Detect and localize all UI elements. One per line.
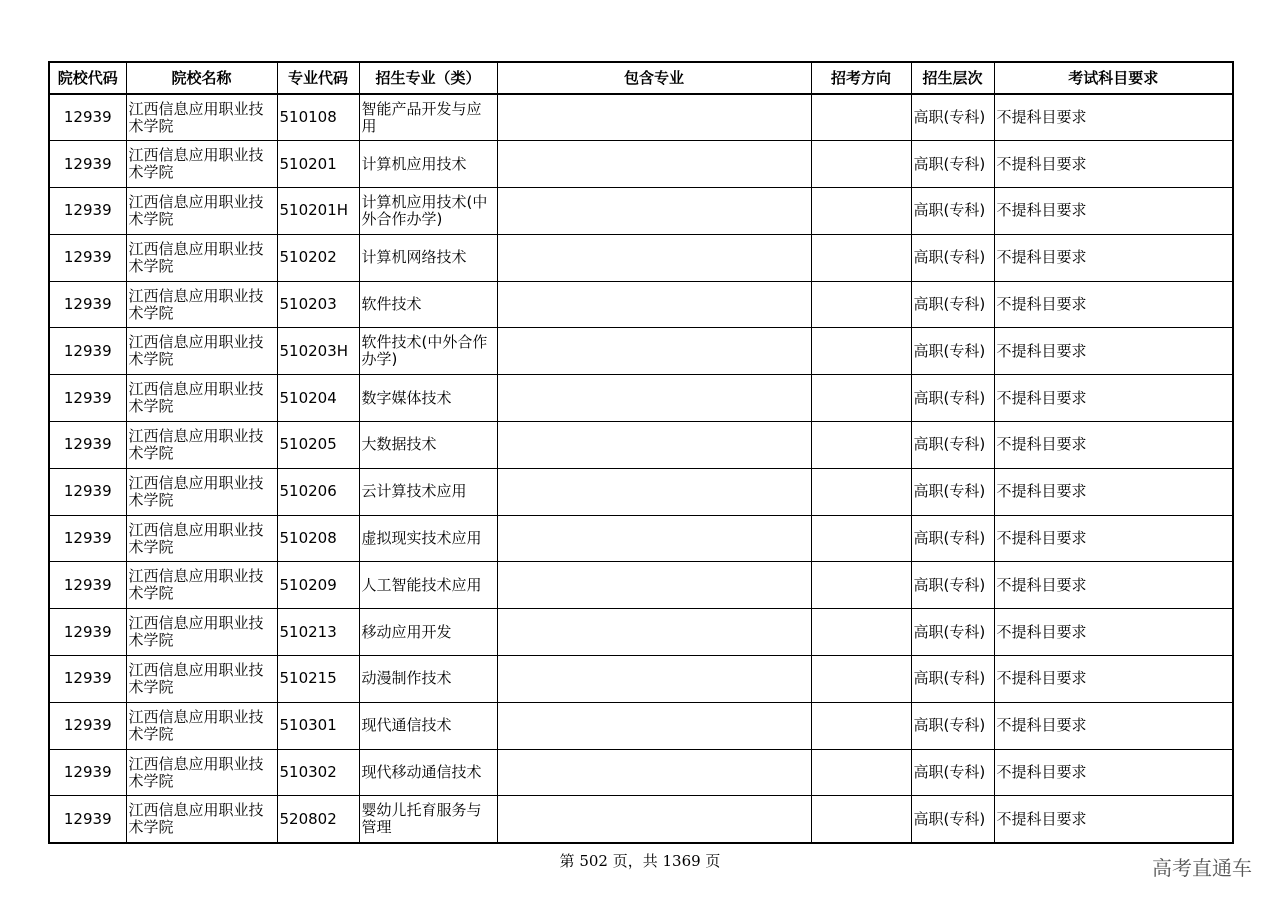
table-row bbox=[49, 234, 1233, 281]
major-cell: 软件技术(中外合作办学) bbox=[359, 328, 497, 375]
major-cell: 云计算技术应用 bbox=[359, 468, 497, 515]
major-cell: 大数据技术 bbox=[359, 422, 497, 469]
school-code-cell: 12939 bbox=[49, 94, 126, 141]
major-code-cell: 510201H bbox=[277, 188, 359, 235]
school-name-cell: 江西信息应用职业技术学院 bbox=[126, 796, 277, 843]
table-row bbox=[49, 468, 1233, 515]
school-code-cell: 12939 bbox=[49, 515, 126, 562]
direction-cell bbox=[811, 141, 911, 188]
major-code-cell: 510302 bbox=[277, 749, 359, 796]
school-name-cell: 江西信息应用职业技术学院 bbox=[126, 234, 277, 281]
level-cell: 高职(专科) bbox=[911, 609, 994, 656]
school-name-cell: 江西信息应用职业技术学院 bbox=[126, 515, 277, 562]
major-code-cell: 510206 bbox=[277, 468, 359, 515]
level-cell: 高职(专科) bbox=[911, 141, 994, 188]
table-row bbox=[49, 796, 1233, 843]
direction-cell bbox=[811, 234, 911, 281]
admissions-table bbox=[48, 61, 1234, 844]
major-cell: 数字媒体技术 bbox=[359, 375, 497, 422]
table-row bbox=[49, 375, 1233, 422]
major-code-cell: 510203 bbox=[277, 281, 359, 328]
included-majors-cell bbox=[497, 656, 811, 703]
page-number: 第 502 页，共 1369 页 bbox=[559, 852, 721, 870]
major-code-cell: 510215 bbox=[277, 656, 359, 703]
school-code-cell: 12939 bbox=[49, 609, 126, 656]
school-name-cell: 江西信息应用职业技术学院 bbox=[126, 749, 277, 796]
direction-cell bbox=[811, 656, 911, 703]
school-code-cell: 12939 bbox=[49, 188, 126, 235]
major-cell: 移动应用开发 bbox=[359, 609, 497, 656]
direction-cell bbox=[811, 702, 911, 749]
level-cell: 高职(专科) bbox=[911, 422, 994, 469]
direction-cell bbox=[811, 188, 911, 235]
direction-cell bbox=[811, 796, 911, 843]
included-majors-cell bbox=[497, 94, 811, 141]
school-name-cell: 江西信息应用职业技术学院 bbox=[126, 328, 277, 375]
school-name-cell: 江西信息应用职业技术学院 bbox=[126, 702, 277, 749]
major-code-cell: 510204 bbox=[277, 375, 359, 422]
level-cell: 高职(专科) bbox=[911, 234, 994, 281]
level-cell: 高职(专科) bbox=[911, 515, 994, 562]
table-row bbox=[49, 515, 1233, 562]
school-code-cell: 12939 bbox=[49, 796, 126, 843]
requirement-cell: 不提科目要求 bbox=[994, 796, 1233, 843]
major-code-cell: 510208 bbox=[277, 515, 359, 562]
major-code-cell: 510205 bbox=[277, 422, 359, 469]
school-code-cell: 12939 bbox=[49, 702, 126, 749]
school-name-cell: 江西信息应用职业技术学院 bbox=[126, 422, 277, 469]
included-majors-cell bbox=[497, 749, 811, 796]
level-cell: 高职(专科) bbox=[911, 749, 994, 796]
major-cell: 虚拟现实技术应用 bbox=[359, 515, 497, 562]
table-row bbox=[49, 94, 1233, 141]
table-row bbox=[49, 562, 1233, 609]
major-cell: 婴幼儿托育服务与管理 bbox=[359, 796, 497, 843]
school-code-cell: 12939 bbox=[49, 328, 126, 375]
requirement-cell: 不提科目要求 bbox=[994, 188, 1233, 235]
level-cell: 高职(专科) bbox=[911, 656, 994, 703]
requirement-cell: 不提科目要求 bbox=[994, 702, 1233, 749]
header-school-name: 院校名称 bbox=[126, 62, 277, 94]
requirement-cell: 不提科目要求 bbox=[994, 609, 1233, 656]
header-direction: 招考方向 bbox=[811, 62, 911, 94]
major-cell: 计算机应用技术 bbox=[359, 141, 497, 188]
header-major: 招生专业（类） bbox=[359, 62, 497, 94]
requirement-cell: 不提科目要求 bbox=[994, 328, 1233, 375]
included-majors-cell bbox=[497, 328, 811, 375]
major-cell: 计算机网络技术 bbox=[359, 234, 497, 281]
level-cell: 高职(专科) bbox=[911, 796, 994, 843]
table-row bbox=[49, 749, 1233, 796]
major-cell: 软件技术 bbox=[359, 281, 497, 328]
major-code-cell: 510202 bbox=[277, 234, 359, 281]
direction-cell bbox=[811, 328, 911, 375]
requirement-cell: 不提科目要求 bbox=[994, 281, 1233, 328]
header-school-code: 院校代码 bbox=[49, 62, 126, 94]
level-cell: 高职(专科) bbox=[911, 562, 994, 609]
direction-cell bbox=[811, 422, 911, 469]
included-majors-cell bbox=[497, 281, 811, 328]
school-code-cell: 12939 bbox=[49, 234, 126, 281]
major-code-cell: 510213 bbox=[277, 609, 359, 656]
major-code-cell: 510209 bbox=[277, 562, 359, 609]
school-name-cell: 江西信息应用职业技术学院 bbox=[126, 94, 277, 141]
included-majors-cell bbox=[497, 188, 811, 235]
school-name-cell: 江西信息应用职业技术学院 bbox=[126, 141, 277, 188]
major-code-cell: 520802 bbox=[277, 796, 359, 843]
included-majors-cell bbox=[497, 796, 811, 843]
requirement-cell: 不提科目要求 bbox=[994, 468, 1233, 515]
major-cell: 现代移动通信技术 bbox=[359, 749, 497, 796]
school-code-cell: 12939 bbox=[49, 468, 126, 515]
major-code-cell: 510201 bbox=[277, 141, 359, 188]
direction-cell bbox=[811, 94, 911, 141]
table-row bbox=[49, 281, 1233, 328]
school-code-cell: 12939 bbox=[49, 375, 126, 422]
major-code-cell: 510203H bbox=[277, 328, 359, 375]
included-majors-cell bbox=[497, 141, 811, 188]
included-majors-cell bbox=[497, 422, 811, 469]
major-cell: 计算机应用技术(中外合作办学) bbox=[359, 188, 497, 235]
included-majors-cell bbox=[497, 515, 811, 562]
requirement-cell: 不提科目要求 bbox=[994, 234, 1233, 281]
school-name-cell: 江西信息应用职业技术学院 bbox=[126, 656, 277, 703]
header-row bbox=[49, 62, 1233, 94]
major-cell: 动漫制作技术 bbox=[359, 656, 497, 703]
school-name-cell: 江西信息应用职业技术学院 bbox=[126, 468, 277, 515]
included-majors-cell bbox=[497, 234, 811, 281]
school-code-cell: 12939 bbox=[49, 141, 126, 188]
requirement-cell: 不提科目要求 bbox=[994, 515, 1233, 562]
school-code-cell: 12939 bbox=[49, 422, 126, 469]
school-code-cell: 12939 bbox=[49, 749, 126, 796]
school-name-cell: 江西信息应用职业技术学院 bbox=[126, 281, 277, 328]
major-cell: 现代通信技术 bbox=[359, 702, 497, 749]
direction-cell bbox=[811, 515, 911, 562]
direction-cell bbox=[811, 562, 911, 609]
requirement-cell: 不提科目要求 bbox=[994, 141, 1233, 188]
table-row bbox=[49, 141, 1233, 188]
included-majors-cell bbox=[497, 375, 811, 422]
direction-cell bbox=[811, 375, 911, 422]
table-row bbox=[49, 422, 1233, 469]
table-row bbox=[49, 656, 1233, 703]
major-cell: 人工智能技术应用 bbox=[359, 562, 497, 609]
requirement-cell: 不提科目要求 bbox=[994, 94, 1233, 141]
major-cell: 智能产品开发与应用 bbox=[359, 94, 497, 141]
header-requirement: 考试科目要求 bbox=[994, 62, 1233, 94]
header-level: 招生层次 bbox=[911, 62, 994, 94]
major-code-cell: 510301 bbox=[277, 702, 359, 749]
requirement-cell: 不提科目要求 bbox=[994, 562, 1233, 609]
school-name-cell: 江西信息应用职业技术学院 bbox=[126, 188, 277, 235]
level-cell: 高职(专科) bbox=[911, 94, 994, 141]
requirement-cell: 不提科目要求 bbox=[994, 375, 1233, 422]
header-included-majors: 包含专业 bbox=[497, 62, 811, 94]
table-row bbox=[49, 188, 1233, 235]
requirement-cell: 不提科目要求 bbox=[994, 749, 1233, 796]
school-name-cell: 江西信息应用职业技术学院 bbox=[126, 609, 277, 656]
included-majors-cell bbox=[497, 702, 811, 749]
school-name-cell: 江西信息应用职业技术学院 bbox=[126, 562, 277, 609]
requirement-cell: 不提科目要求 bbox=[994, 422, 1233, 469]
level-cell: 高职(专科) bbox=[911, 375, 994, 422]
direction-cell bbox=[811, 281, 911, 328]
table-row bbox=[49, 702, 1233, 749]
level-cell: 高职(专科) bbox=[911, 328, 994, 375]
table-row bbox=[49, 328, 1233, 375]
included-majors-cell bbox=[497, 468, 811, 515]
watermark: 高考直通车 bbox=[1152, 856, 1252, 880]
direction-cell bbox=[811, 609, 911, 656]
direction-cell bbox=[811, 468, 911, 515]
school-code-cell: 12939 bbox=[49, 656, 126, 703]
included-majors-cell bbox=[497, 609, 811, 656]
level-cell: 高职(专科) bbox=[911, 188, 994, 235]
school-code-cell: 12939 bbox=[49, 281, 126, 328]
level-cell: 高职(专科) bbox=[911, 281, 994, 328]
direction-cell bbox=[811, 749, 911, 796]
table-row bbox=[49, 609, 1233, 656]
level-cell: 高职(专科) bbox=[911, 468, 994, 515]
school-name-cell: 江西信息应用职业技术学院 bbox=[126, 375, 277, 422]
major-code-cell: 510108 bbox=[277, 94, 359, 141]
header-major-code: 专业代码 bbox=[277, 62, 359, 94]
requirement-cell: 不提科目要求 bbox=[994, 656, 1233, 703]
school-code-cell: 12939 bbox=[49, 562, 126, 609]
level-cell: 高职(专科) bbox=[911, 702, 994, 749]
included-majors-cell bbox=[497, 562, 811, 609]
